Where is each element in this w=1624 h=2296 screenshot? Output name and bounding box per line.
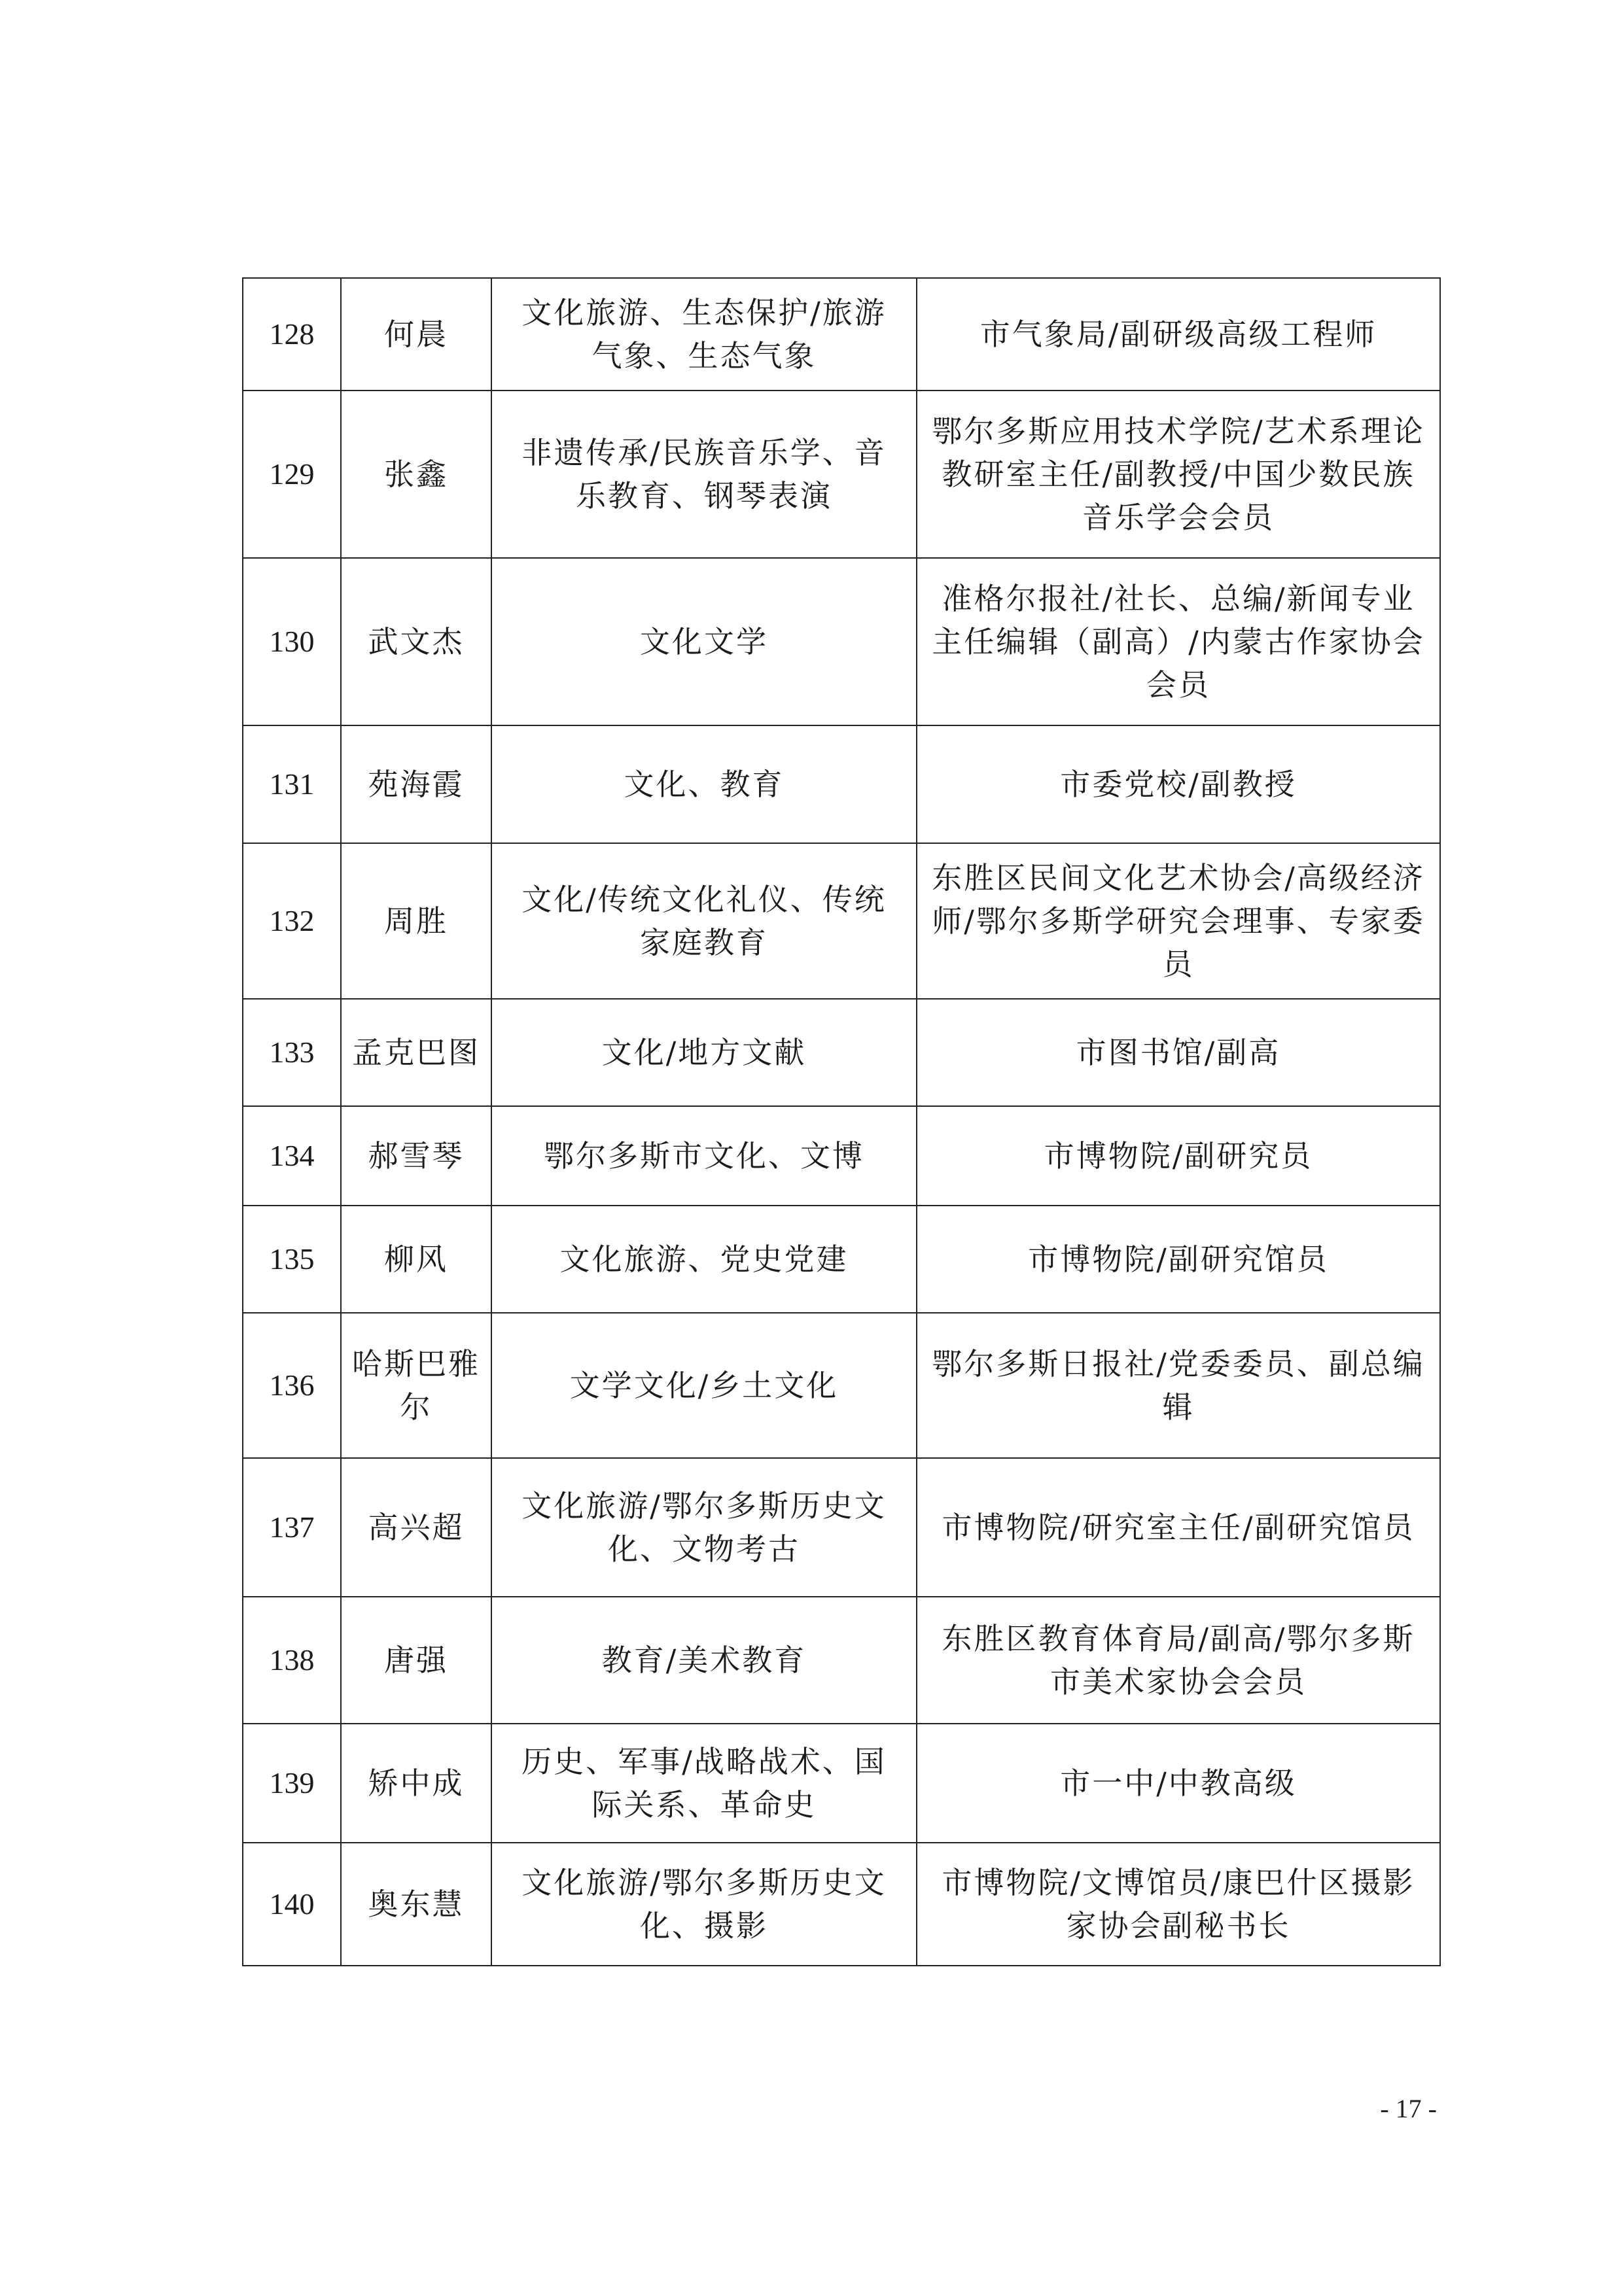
row-number: 136	[243, 1313, 341, 1458]
expert-organization: 市博物院/文博馆员/康巴什区摄影家协会副秘书长	[917, 1843, 1440, 1966]
expert-table	[242, 277, 1441, 1966]
expert-name: 周胜	[341, 843, 491, 999]
expert-name: 哈斯巴雅尔	[341, 1313, 491, 1458]
row-number: 140	[243, 1843, 341, 1966]
expert-field: 文化/传统文化礼仪、传统家庭教育	[491, 843, 917, 999]
expert-organization: 鄂尔多斯日报社/党委委员、副总编辑	[917, 1313, 1440, 1458]
expert-organization: 市气象局/副研级高级工程师	[917, 278, 1440, 391]
expert-name: 孟克巴图	[341, 999, 491, 1106]
row-number: 130	[243, 558, 341, 725]
table-row	[243, 1724, 1440, 1843]
row-number: 134	[243, 1106, 341, 1206]
table-row	[243, 725, 1440, 843]
expert-organization: 东胜区民间文化艺术协会/高级经济师/鄂尔多斯学研究会理事、专家委员	[917, 843, 1440, 999]
expert-field: 文化/地方文献	[491, 999, 917, 1106]
table-row	[243, 843, 1440, 999]
table-row	[243, 1106, 1440, 1206]
row-number: 133	[243, 999, 341, 1106]
expert-name: 奥东慧	[341, 1843, 491, 1966]
expert-field: 文化旅游、党史党建	[491, 1206, 917, 1313]
expert-field: 文化文学	[491, 558, 917, 725]
table-row	[243, 558, 1440, 725]
expert-organization: 市委党校/副教授	[917, 725, 1440, 843]
expert-organization: 市博物院/副研究员	[917, 1106, 1440, 1206]
expert-field: 历史、军事/战略战术、国际关系、革命史	[491, 1724, 917, 1843]
row-number: 138	[243, 1597, 341, 1724]
expert-field: 非遗传承/民族音乐学、音乐教育、钢琴表演	[491, 391, 917, 558]
expert-name: 郝雪琴	[341, 1106, 491, 1206]
row-number: 132	[243, 843, 341, 999]
expert-name: 苑海霞	[341, 725, 491, 843]
expert-organization: 市一中/中教高级	[917, 1724, 1440, 1843]
expert-organization: 市博物院/研究室主任/副研究馆员	[917, 1458, 1440, 1597]
expert-name: 何晨	[341, 278, 491, 391]
expert-field: 文化旅游、生态保护/旅游气象、生态气象	[491, 278, 917, 391]
table-row	[243, 999, 1440, 1106]
table-row	[243, 391, 1440, 558]
table-row	[243, 1206, 1440, 1313]
expert-name: 柳风	[341, 1206, 491, 1313]
table-row	[243, 1313, 1440, 1458]
expert-name: 唐强	[341, 1597, 491, 1724]
row-number: 131	[243, 725, 341, 843]
expert-field: 鄂尔多斯市文化、文博	[491, 1106, 917, 1206]
row-number: 135	[243, 1206, 341, 1313]
table-row	[243, 1843, 1440, 1966]
expert-organization: 东胜区教育体育局/副高/鄂尔多斯市美术家协会会员	[917, 1597, 1440, 1724]
expert-field: 文化旅游/鄂尔多斯历史文化、文物考古	[491, 1458, 917, 1597]
expert-field: 文化、教育	[491, 725, 917, 843]
expert-organization: 市图书馆/副高	[917, 999, 1440, 1106]
row-number: 139	[243, 1724, 341, 1843]
expert-organization: 鄂尔多斯应用技术学院/艺术系理论教研室主任/副教授/中国少数民族音乐学会会员	[917, 391, 1440, 558]
expert-organization: 市博物院/副研究馆员	[917, 1206, 1440, 1313]
row-number: 128	[243, 278, 341, 391]
row-number: 137	[243, 1458, 341, 1597]
expert-field: 文化旅游/鄂尔多斯历史文化、摄影	[491, 1843, 917, 1966]
page-number: - 17 -	[1380, 2094, 1437, 2123]
row-number: 129	[243, 391, 341, 558]
table-row	[243, 278, 1440, 391]
expert-name: 高兴超	[341, 1458, 491, 1597]
expert-name: 武文杰	[341, 558, 491, 725]
table-row	[243, 1458, 1440, 1597]
expert-name: 矫中成	[341, 1724, 491, 1843]
table-row	[243, 1597, 1440, 1724]
expert-organization: 准格尔报社/社长、总编/新闻专业主任编辑（副高）/内蒙古作家协会会员	[917, 558, 1440, 725]
expert-field: 教育/美术教育	[491, 1597, 917, 1724]
expert-field: 文学文化/乡土文化	[491, 1313, 917, 1458]
expert-name: 张鑫	[341, 391, 491, 558]
